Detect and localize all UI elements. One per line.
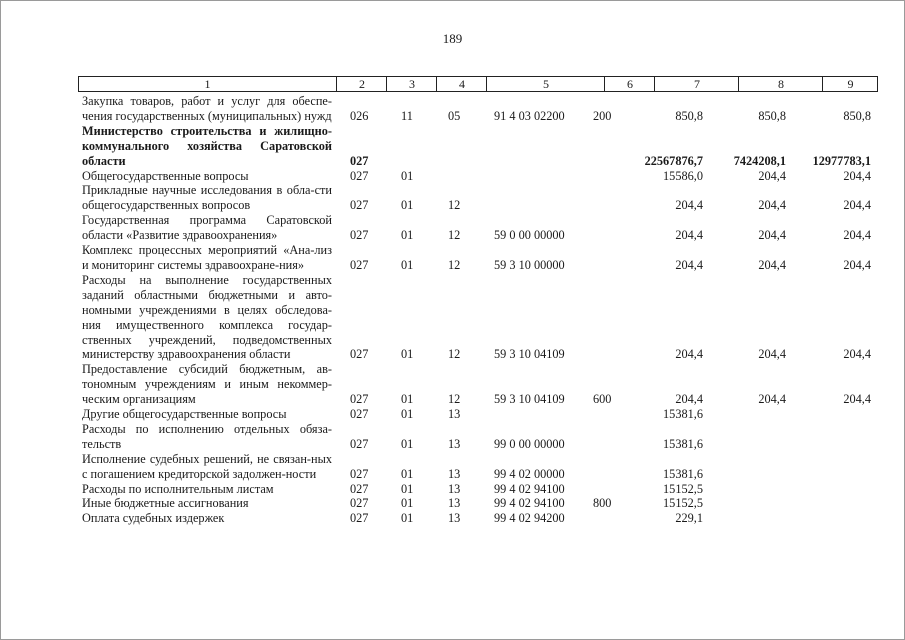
row-cell-2: 027 bbox=[350, 407, 369, 422]
row-cell-7: 204,4 bbox=[675, 228, 703, 243]
row-description: Расходы по исполнительным листам bbox=[82, 481, 274, 496]
table-row bbox=[82, 213, 882, 243]
table-row bbox=[82, 362, 882, 407]
row-cell-3: 01 bbox=[401, 496, 414, 511]
row-description: Исполнение судебных решений, не связан-ных с погашением кредиторской задолжен-ности bbox=[82, 451, 332, 481]
row-cell-9: 204,4 bbox=[843, 198, 871, 213]
row-cell-8: 204,4 bbox=[758, 347, 786, 362]
row-cell-5: 99 4 02 94200 bbox=[494, 511, 565, 526]
row-cell-2: 027 bbox=[350, 228, 369, 243]
row-cell-4: 12 bbox=[448, 257, 461, 272]
row-cell-7: 22567876,7 bbox=[644, 153, 703, 168]
row-cell-2: 027 bbox=[350, 347, 369, 362]
row-cell-4: 05 bbox=[448, 108, 461, 123]
row-description: Оплата судебных издержек bbox=[82, 511, 225, 526]
row-cell-5: 59 3 10 04109 bbox=[494, 347, 565, 362]
row-cell-2: 027 bbox=[350, 198, 369, 213]
page-number: 189 bbox=[442, 31, 463, 46]
row-cell-2: 027 bbox=[350, 168, 369, 183]
row-cell-3: 01 bbox=[401, 392, 414, 407]
table-row bbox=[82, 273, 882, 362]
row-cell-5: 91 4 03 02200 bbox=[494, 108, 565, 123]
table-header bbox=[78, 76, 878, 92]
row-cell-8: 204,4 bbox=[758, 228, 786, 243]
row-description: Расходы на выполнение государственных заданий областными бюджетными и авто-номными учреждениями в целях обследова-ния имущественного комплекса государ-ственных учреждений, подведомственных министерству здравоохранения области bbox=[82, 272, 332, 362]
header-col-8: 8 bbox=[738, 77, 823, 91]
row-cell-4: 13 bbox=[448, 436, 461, 451]
row-cell-2: 027 bbox=[350, 153, 369, 168]
row-cell-3: 01 bbox=[401, 436, 414, 451]
row-cell-8: 7424208,1 bbox=[733, 153, 786, 168]
row-cell-2: 027 bbox=[350, 436, 369, 451]
row-description: Другие общегосударственные вопросы bbox=[82, 407, 287, 422]
row-cell-3: 01 bbox=[401, 257, 414, 272]
row-cell-9: 204,4 bbox=[843, 257, 871, 272]
header-col-1: 1 bbox=[204, 77, 211, 91]
row-cell-3: 01 bbox=[401, 407, 414, 422]
row-description: Общегосударственные вопросы bbox=[82, 168, 249, 183]
row-cell-7: 15381,6 bbox=[663, 466, 703, 481]
row-cell-7: 204,4 bbox=[675, 392, 703, 407]
row-description: Иные бюджетные ассигнования bbox=[82, 496, 249, 511]
row-cell-8: 204,4 bbox=[758, 198, 786, 213]
row-cell-2: 027 bbox=[350, 496, 369, 511]
row-cell-9: 204,4 bbox=[843, 228, 871, 243]
row-cell-3: 01 bbox=[401, 347, 414, 362]
header-col-3: 3 bbox=[386, 77, 437, 91]
row-cell-2: 026 bbox=[350, 108, 369, 123]
row-description: Закупка товаров, работ и услуг для обеспе-чения государственных (муниципальных) нужд bbox=[82, 94, 332, 123]
row-cell-2: 027 bbox=[350, 466, 369, 481]
row-cell-5: 99 0 00 00000 bbox=[494, 436, 565, 451]
row-cell-4: 13 bbox=[448, 496, 461, 511]
row-cell-8: 850,8 bbox=[758, 108, 786, 123]
row-cell-3: 01 bbox=[401, 198, 414, 213]
table-row bbox=[82, 511, 882, 526]
row-cell-3: 11 bbox=[401, 108, 413, 123]
row-cell-9: 12977783,1 bbox=[812, 153, 871, 168]
row-cell-4: 12 bbox=[448, 347, 461, 362]
row-cell-4: 12 bbox=[448, 228, 461, 243]
row-cell-9: 204,4 bbox=[843, 168, 871, 183]
row-cell-2: 027 bbox=[350, 481, 369, 496]
table-row bbox=[82, 482, 882, 497]
row-cell-4: 12 bbox=[448, 198, 461, 213]
row-cell-5: 99 4 02 94100 bbox=[494, 496, 565, 511]
table-body bbox=[82, 94, 882, 526]
row-cell-5: 99 4 02 94100 bbox=[494, 481, 565, 496]
row-description: Предоставление субсидий бюджетным, ав-тономным учреждениям и иным некоммер-ческим организациям bbox=[82, 362, 332, 407]
row-cell-7: 204,4 bbox=[675, 347, 703, 362]
row-cell-2: 027 bbox=[350, 392, 369, 407]
row-cell-6: 200 bbox=[593, 108, 612, 123]
row-description: Министерство строительства и жилищно-коммунального хозяйства Саратовской области bbox=[82, 123, 332, 168]
row-cell-7: 15381,6 bbox=[663, 407, 703, 422]
row-cell-4: 13 bbox=[448, 466, 461, 481]
header-col-9: 9 bbox=[822, 77, 878, 91]
row-cell-4: 13 bbox=[448, 511, 461, 526]
table-row bbox=[82, 243, 882, 273]
row-cell-4: 12 bbox=[448, 392, 461, 407]
row-cell-4: 13 bbox=[448, 481, 461, 496]
header-col-2: 2 bbox=[336, 77, 387, 91]
row-cell-5: 99 4 02 00000 bbox=[494, 466, 565, 481]
row-cell-8: 204,4 bbox=[758, 168, 786, 183]
row-cell-6: 600 bbox=[593, 392, 612, 407]
row-cell-5: 59 3 10 04109 bbox=[494, 392, 565, 407]
row-cell-7: 15586,0 bbox=[663, 168, 703, 183]
row-cell-7: 850,8 bbox=[675, 108, 703, 123]
row-cell-3: 01 bbox=[401, 228, 414, 243]
row-description: Государственная программа Саратовской области «Развитие здравоохранения» bbox=[82, 213, 332, 243]
row-cell-7: 204,4 bbox=[675, 198, 703, 213]
row-cell-7: 15381,6 bbox=[663, 436, 703, 451]
row-cell-8: 204,4 bbox=[758, 392, 786, 407]
table-row bbox=[82, 422, 882, 452]
row-cell-3: 01 bbox=[401, 466, 414, 481]
row-cell-3: 01 bbox=[401, 511, 414, 526]
table-row bbox=[82, 124, 882, 169]
row-cell-9: 204,4 bbox=[843, 392, 871, 407]
header-col-7: 7 bbox=[654, 77, 739, 91]
header-col-5: 5 bbox=[486, 77, 605, 91]
row-cell-2: 027 bbox=[350, 257, 369, 272]
row-cell-4: 13 bbox=[448, 407, 461, 422]
row-cell-9: 850,8 bbox=[843, 108, 871, 123]
row-cell-7: 229,1 bbox=[675, 511, 703, 526]
row-cell-6: 800 bbox=[593, 496, 612, 511]
row-cell-5: 59 0 00 00000 bbox=[494, 228, 565, 243]
row-cell-7: 15152,5 bbox=[663, 496, 703, 511]
row-cell-3: 01 bbox=[401, 168, 414, 183]
row-description: Расходы по исполнению отдельных обяза-тельств bbox=[82, 421, 332, 451]
row-cell-7: 15152,5 bbox=[663, 481, 703, 496]
row-description: Прикладные научные исследования в обла-сти общегосударственных вопросов bbox=[82, 183, 332, 213]
row-cell-2: 027 bbox=[350, 511, 369, 526]
table-row bbox=[82, 169, 882, 184]
header-col-6: 6 bbox=[604, 77, 655, 91]
table-row bbox=[82, 183, 882, 213]
header-col-4: 4 bbox=[436, 77, 487, 91]
table-row bbox=[82, 496, 882, 511]
row-description: Комплекс процессных мероприятий «Ана-лиз и мониторинг системы здравоохране-ния» bbox=[82, 243, 332, 272]
row-cell-9: 204,4 bbox=[843, 347, 871, 362]
row-cell-7: 204,4 bbox=[675, 257, 703, 272]
table-row bbox=[82, 452, 882, 482]
table-row bbox=[82, 407, 882, 422]
row-cell-3: 01 bbox=[401, 481, 414, 496]
table-row bbox=[82, 94, 882, 124]
row-cell-5: 59 3 10 00000 bbox=[494, 257, 565, 272]
row-cell-8: 204,4 bbox=[758, 257, 786, 272]
